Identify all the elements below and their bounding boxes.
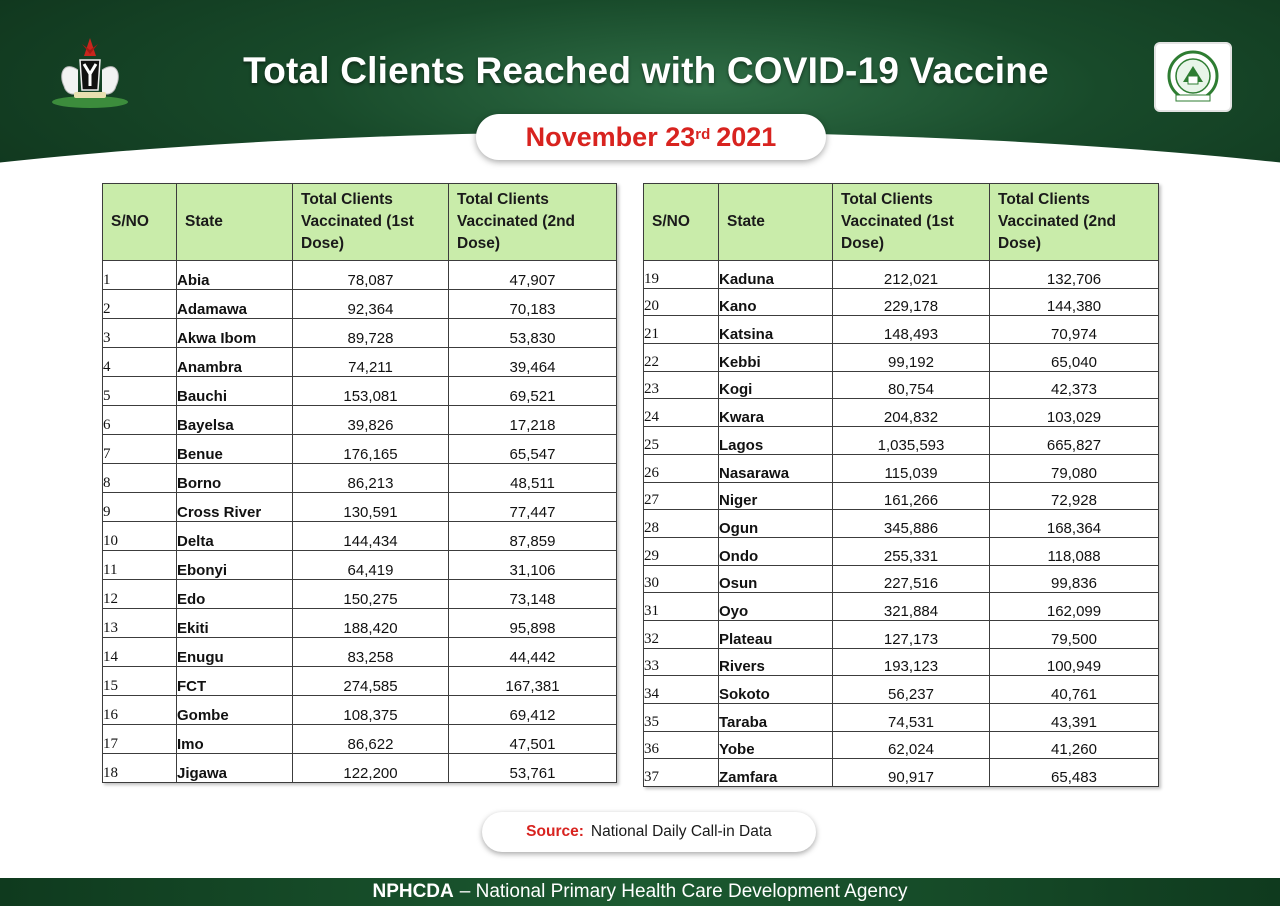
table-row bbox=[103, 609, 617, 638]
sno-cell: 27 bbox=[644, 482, 719, 510]
sno-cell: 18 bbox=[103, 754, 177, 783]
dose2-cell: 53,830 bbox=[449, 319, 617, 348]
dose2-cell: 43,391 bbox=[990, 704, 1159, 732]
table-row bbox=[644, 399, 1159, 427]
state-cell: Ondo bbox=[719, 537, 833, 565]
sno-cell: 12 bbox=[103, 580, 177, 609]
dose1-cell: 161,266 bbox=[833, 482, 990, 510]
dose2-cell: 31,106 bbox=[449, 551, 617, 580]
dose2-cell: 79,500 bbox=[990, 620, 1159, 648]
dose2-cell: 73,148 bbox=[449, 580, 617, 609]
dose2-cell: 70,183 bbox=[449, 290, 617, 319]
dose1-cell: 86,622 bbox=[293, 725, 449, 754]
dose2-cell: 118,088 bbox=[990, 537, 1159, 565]
dose2-cell: 47,907 bbox=[449, 261, 617, 290]
dose2-cell: 167,381 bbox=[449, 667, 617, 696]
sno-cell: 17 bbox=[103, 725, 177, 754]
dose2-cell: 65,547 bbox=[449, 435, 617, 464]
dose1-cell: 176,165 bbox=[293, 435, 449, 464]
dose1-cell: 1,035,593 bbox=[833, 427, 990, 455]
sno-cell: 19 bbox=[644, 261, 719, 289]
state-cell: Oyo bbox=[719, 593, 833, 621]
state-cell: Ebonyi bbox=[177, 551, 293, 580]
table-row bbox=[644, 565, 1159, 593]
state-cell: Adamawa bbox=[177, 290, 293, 319]
dose2-cell: 44,442 bbox=[449, 638, 617, 667]
table-row bbox=[644, 371, 1159, 399]
state-cell: Benue bbox=[177, 435, 293, 464]
state-cell: Osun bbox=[719, 565, 833, 593]
state-cell: Nasarawa bbox=[719, 454, 833, 482]
dose1-cell: 153,081 bbox=[293, 377, 449, 406]
dose1-cell: 130,591 bbox=[293, 493, 449, 522]
table-row bbox=[103, 319, 617, 348]
state-cell: Yobe bbox=[719, 731, 833, 759]
state-cell: Bayelsa bbox=[177, 406, 293, 435]
page-title: Total Clients Reached with COVID-19 Vaccine bbox=[243, 50, 1049, 91]
dose1-cell: 122,200 bbox=[293, 754, 449, 783]
dose2-cell: 79,080 bbox=[990, 454, 1159, 482]
sno-cell: 23 bbox=[644, 371, 719, 399]
dose1-cell: 62,024 bbox=[833, 731, 990, 759]
sno-cell: 28 bbox=[644, 510, 719, 538]
state-cell: Akwa Ibom bbox=[177, 319, 293, 348]
table-row bbox=[644, 704, 1159, 732]
dose1-cell: 255,331 bbox=[833, 537, 990, 565]
state-cell: Jigawa bbox=[177, 754, 293, 783]
dose1-cell: 90,917 bbox=[833, 759, 990, 787]
sno-cell: 22 bbox=[644, 344, 719, 372]
dose2-cell: 72,928 bbox=[990, 482, 1159, 510]
table-row bbox=[644, 482, 1159, 510]
table-row bbox=[103, 638, 617, 667]
table-row bbox=[103, 261, 617, 290]
table-row bbox=[644, 316, 1159, 344]
table-row bbox=[103, 754, 617, 783]
dose2-cell: 39,464 bbox=[449, 348, 617, 377]
table-header-row bbox=[644, 184, 1159, 261]
table-row bbox=[644, 731, 1159, 759]
dose2-cell: 77,447 bbox=[449, 493, 617, 522]
table-row bbox=[103, 580, 617, 609]
table-row bbox=[103, 522, 617, 551]
dose1-cell: 80,754 bbox=[833, 371, 990, 399]
dose1-cell: 108,375 bbox=[293, 696, 449, 725]
state-cell: Bauchi bbox=[177, 377, 293, 406]
footer-bar bbox=[0, 878, 1280, 906]
dose2-cell: 69,521 bbox=[449, 377, 617, 406]
dose1-cell: 74,531 bbox=[833, 704, 990, 732]
dose1-cell: 86,213 bbox=[293, 464, 449, 493]
dose1-cell: 150,275 bbox=[293, 580, 449, 609]
table-row bbox=[644, 759, 1159, 787]
dose1-cell: 39,826 bbox=[293, 406, 449, 435]
table-row bbox=[103, 406, 617, 435]
source-text: National Daily Call-in Data bbox=[590, 823, 772, 840]
sno-cell: 31 bbox=[644, 593, 719, 621]
table-row bbox=[644, 288, 1159, 316]
state-cell: Sokoto bbox=[719, 676, 833, 704]
dose1-cell: 64,419 bbox=[293, 551, 449, 580]
state-cell: Kaduna bbox=[719, 261, 833, 289]
dose2-cell: 665,827 bbox=[990, 427, 1159, 455]
dose1-cell: 92,364 bbox=[293, 290, 449, 319]
state-cell: Katsina bbox=[719, 316, 833, 344]
state-cell: Cross River bbox=[177, 493, 293, 522]
dose2-cell: 132,706 bbox=[990, 261, 1159, 289]
sno-cell: 2 bbox=[103, 290, 177, 319]
date-suffix: rd bbox=[695, 125, 711, 143]
state-cell: Zamfara bbox=[719, 759, 833, 787]
table-row bbox=[644, 593, 1159, 621]
date-badge bbox=[476, 114, 826, 160]
table-row bbox=[103, 667, 617, 696]
table-row bbox=[103, 464, 617, 493]
column-header-dose2: Total Clients Vaccinated (2nd Dose) bbox=[990, 184, 1159, 261]
sno-cell: 6 bbox=[103, 406, 177, 435]
sno-cell: 7 bbox=[103, 435, 177, 464]
footer-text: – National Primary Health Care Development Agency bbox=[459, 881, 908, 902]
dose2-cell: 48,511 bbox=[449, 464, 617, 493]
table-row bbox=[644, 427, 1159, 455]
table-row bbox=[644, 648, 1159, 676]
dose2-cell: 65,483 bbox=[990, 759, 1159, 787]
sno-cell: 10 bbox=[103, 522, 177, 551]
table-row bbox=[103, 493, 617, 522]
sno-cell: 30 bbox=[644, 565, 719, 593]
date-main: November 23 bbox=[525, 121, 696, 152]
dose1-cell: 345,886 bbox=[833, 510, 990, 538]
dose1-cell: 78,087 bbox=[293, 261, 449, 290]
dose1-cell: 83,258 bbox=[293, 638, 449, 667]
table-row bbox=[644, 454, 1159, 482]
state-cell: Rivers bbox=[719, 648, 833, 676]
state-cell: Kebbi bbox=[719, 344, 833, 372]
dose2-cell: 17,218 bbox=[449, 406, 617, 435]
dose1-cell: 229,178 bbox=[833, 288, 990, 316]
state-cell: Plateau bbox=[719, 620, 833, 648]
column-header-dose1: Total Clients Vaccinated (1st Dose) bbox=[293, 184, 449, 261]
sno-cell: 21 bbox=[644, 316, 719, 344]
table-row bbox=[103, 377, 617, 406]
dose2-cell: 162,099 bbox=[990, 593, 1159, 621]
source-badge bbox=[482, 812, 816, 852]
dose1-cell: 204,832 bbox=[833, 399, 990, 427]
dose2-cell: 42,373 bbox=[990, 371, 1159, 399]
dose1-cell: 115,039 bbox=[833, 454, 990, 482]
sno-cell: 14 bbox=[103, 638, 177, 667]
sno-cell: 26 bbox=[644, 454, 719, 482]
footer-abbr: NPHCDA bbox=[372, 881, 454, 902]
dose2-cell: 87,859 bbox=[449, 522, 617, 551]
table-row bbox=[644, 344, 1159, 372]
dose1-cell: 127,173 bbox=[833, 620, 990, 648]
dose2-cell: 65,040 bbox=[990, 344, 1159, 372]
dose1-cell: 99,192 bbox=[833, 344, 990, 372]
dose1-cell: 188,420 bbox=[293, 609, 449, 638]
table-row bbox=[103, 348, 617, 377]
column-header-dose1: Total Clients Vaccinated (1st Dose) bbox=[833, 184, 990, 261]
state-cell: FCT bbox=[177, 667, 293, 696]
dose1-cell: 148,493 bbox=[833, 316, 990, 344]
table-row bbox=[103, 725, 617, 754]
table-row bbox=[644, 261, 1159, 289]
sno-cell: 3 bbox=[103, 319, 177, 348]
sno-cell: 15 bbox=[103, 667, 177, 696]
column-header-state: State bbox=[177, 184, 293, 261]
vaccination-table-left bbox=[102, 183, 617, 783]
state-cell: Borno bbox=[177, 464, 293, 493]
state-cell: Edo bbox=[177, 580, 293, 609]
sno-cell: 9 bbox=[103, 493, 177, 522]
table-row bbox=[103, 290, 617, 319]
dose1-cell: 227,516 bbox=[833, 565, 990, 593]
sno-cell: 24 bbox=[644, 399, 719, 427]
dose1-cell: 144,434 bbox=[293, 522, 449, 551]
dose1-cell: 89,728 bbox=[293, 319, 449, 348]
dose2-cell: 168,364 bbox=[990, 510, 1159, 538]
source-label: Source: bbox=[526, 823, 584, 840]
dose2-cell: 103,029 bbox=[990, 399, 1159, 427]
dose1-cell: 274,585 bbox=[293, 667, 449, 696]
state-cell: Gombe bbox=[177, 696, 293, 725]
sno-cell: 11 bbox=[103, 551, 177, 580]
sno-cell: 13 bbox=[103, 609, 177, 638]
column-header-sno: S/NO bbox=[644, 184, 719, 261]
state-cell: Taraba bbox=[719, 704, 833, 732]
sno-cell: 25 bbox=[644, 427, 719, 455]
sno-cell: 4 bbox=[103, 348, 177, 377]
sno-cell: 20 bbox=[644, 288, 719, 316]
dose2-cell: 47,501 bbox=[449, 725, 617, 754]
column-header-dose2: Total Clients Vaccinated (2nd Dose) bbox=[449, 184, 617, 261]
state-cell: Kogi bbox=[719, 371, 833, 399]
dose1-cell: 193,123 bbox=[833, 648, 990, 676]
sno-cell: 1 bbox=[103, 261, 177, 290]
state-cell: Lagos bbox=[719, 427, 833, 455]
dose1-cell: 321,884 bbox=[833, 593, 990, 621]
dose1-cell: 74,211 bbox=[293, 348, 449, 377]
dose2-cell: 99,836 bbox=[990, 565, 1159, 593]
table-row bbox=[103, 696, 617, 725]
dose1-cell: 212,021 bbox=[833, 261, 990, 289]
dose2-cell: 53,761 bbox=[449, 754, 617, 783]
column-header-sno: S/NO bbox=[103, 184, 177, 261]
state-cell: Delta bbox=[177, 522, 293, 551]
sno-cell: 5 bbox=[103, 377, 177, 406]
sno-cell: 32 bbox=[644, 620, 719, 648]
state-cell: Niger bbox=[719, 482, 833, 510]
sno-cell: 36 bbox=[644, 731, 719, 759]
dose2-cell: 40,761 bbox=[990, 676, 1159, 704]
table-row bbox=[103, 435, 617, 464]
vaccination-table-right bbox=[643, 183, 1159, 787]
dose2-cell: 144,380 bbox=[990, 288, 1159, 316]
sno-cell: 34 bbox=[644, 676, 719, 704]
table-row bbox=[644, 620, 1159, 648]
dose2-cell: 41,260 bbox=[990, 731, 1159, 759]
table-row bbox=[644, 676, 1159, 704]
column-header-state: State bbox=[719, 184, 833, 261]
date-year: 2021 bbox=[716, 121, 777, 152]
state-cell: Ogun bbox=[719, 510, 833, 538]
table-row bbox=[644, 510, 1159, 538]
sno-cell: 29 bbox=[644, 537, 719, 565]
table-row bbox=[644, 537, 1159, 565]
sno-cell: 35 bbox=[644, 704, 719, 732]
state-cell: Imo bbox=[177, 725, 293, 754]
state-cell: Abia bbox=[177, 261, 293, 290]
state-cell: Kano bbox=[719, 288, 833, 316]
sno-cell: 8 bbox=[103, 464, 177, 493]
dose2-cell: 95,898 bbox=[449, 609, 617, 638]
table-row bbox=[103, 551, 617, 580]
sno-cell: 33 bbox=[644, 648, 719, 676]
state-cell: Ekiti bbox=[177, 609, 293, 638]
state-cell: Enugu bbox=[177, 638, 293, 667]
dose1-cell: 56,237 bbox=[833, 676, 990, 704]
state-cell: Kwara bbox=[719, 399, 833, 427]
sno-cell: 37 bbox=[644, 759, 719, 787]
dose2-cell: 70,974 bbox=[990, 316, 1159, 344]
table-header-row bbox=[103, 184, 617, 261]
dose2-cell: 100,949 bbox=[990, 648, 1159, 676]
state-cell: Anambra bbox=[177, 348, 293, 377]
dose2-cell: 69,412 bbox=[449, 696, 617, 725]
sno-cell: 16 bbox=[103, 696, 177, 725]
